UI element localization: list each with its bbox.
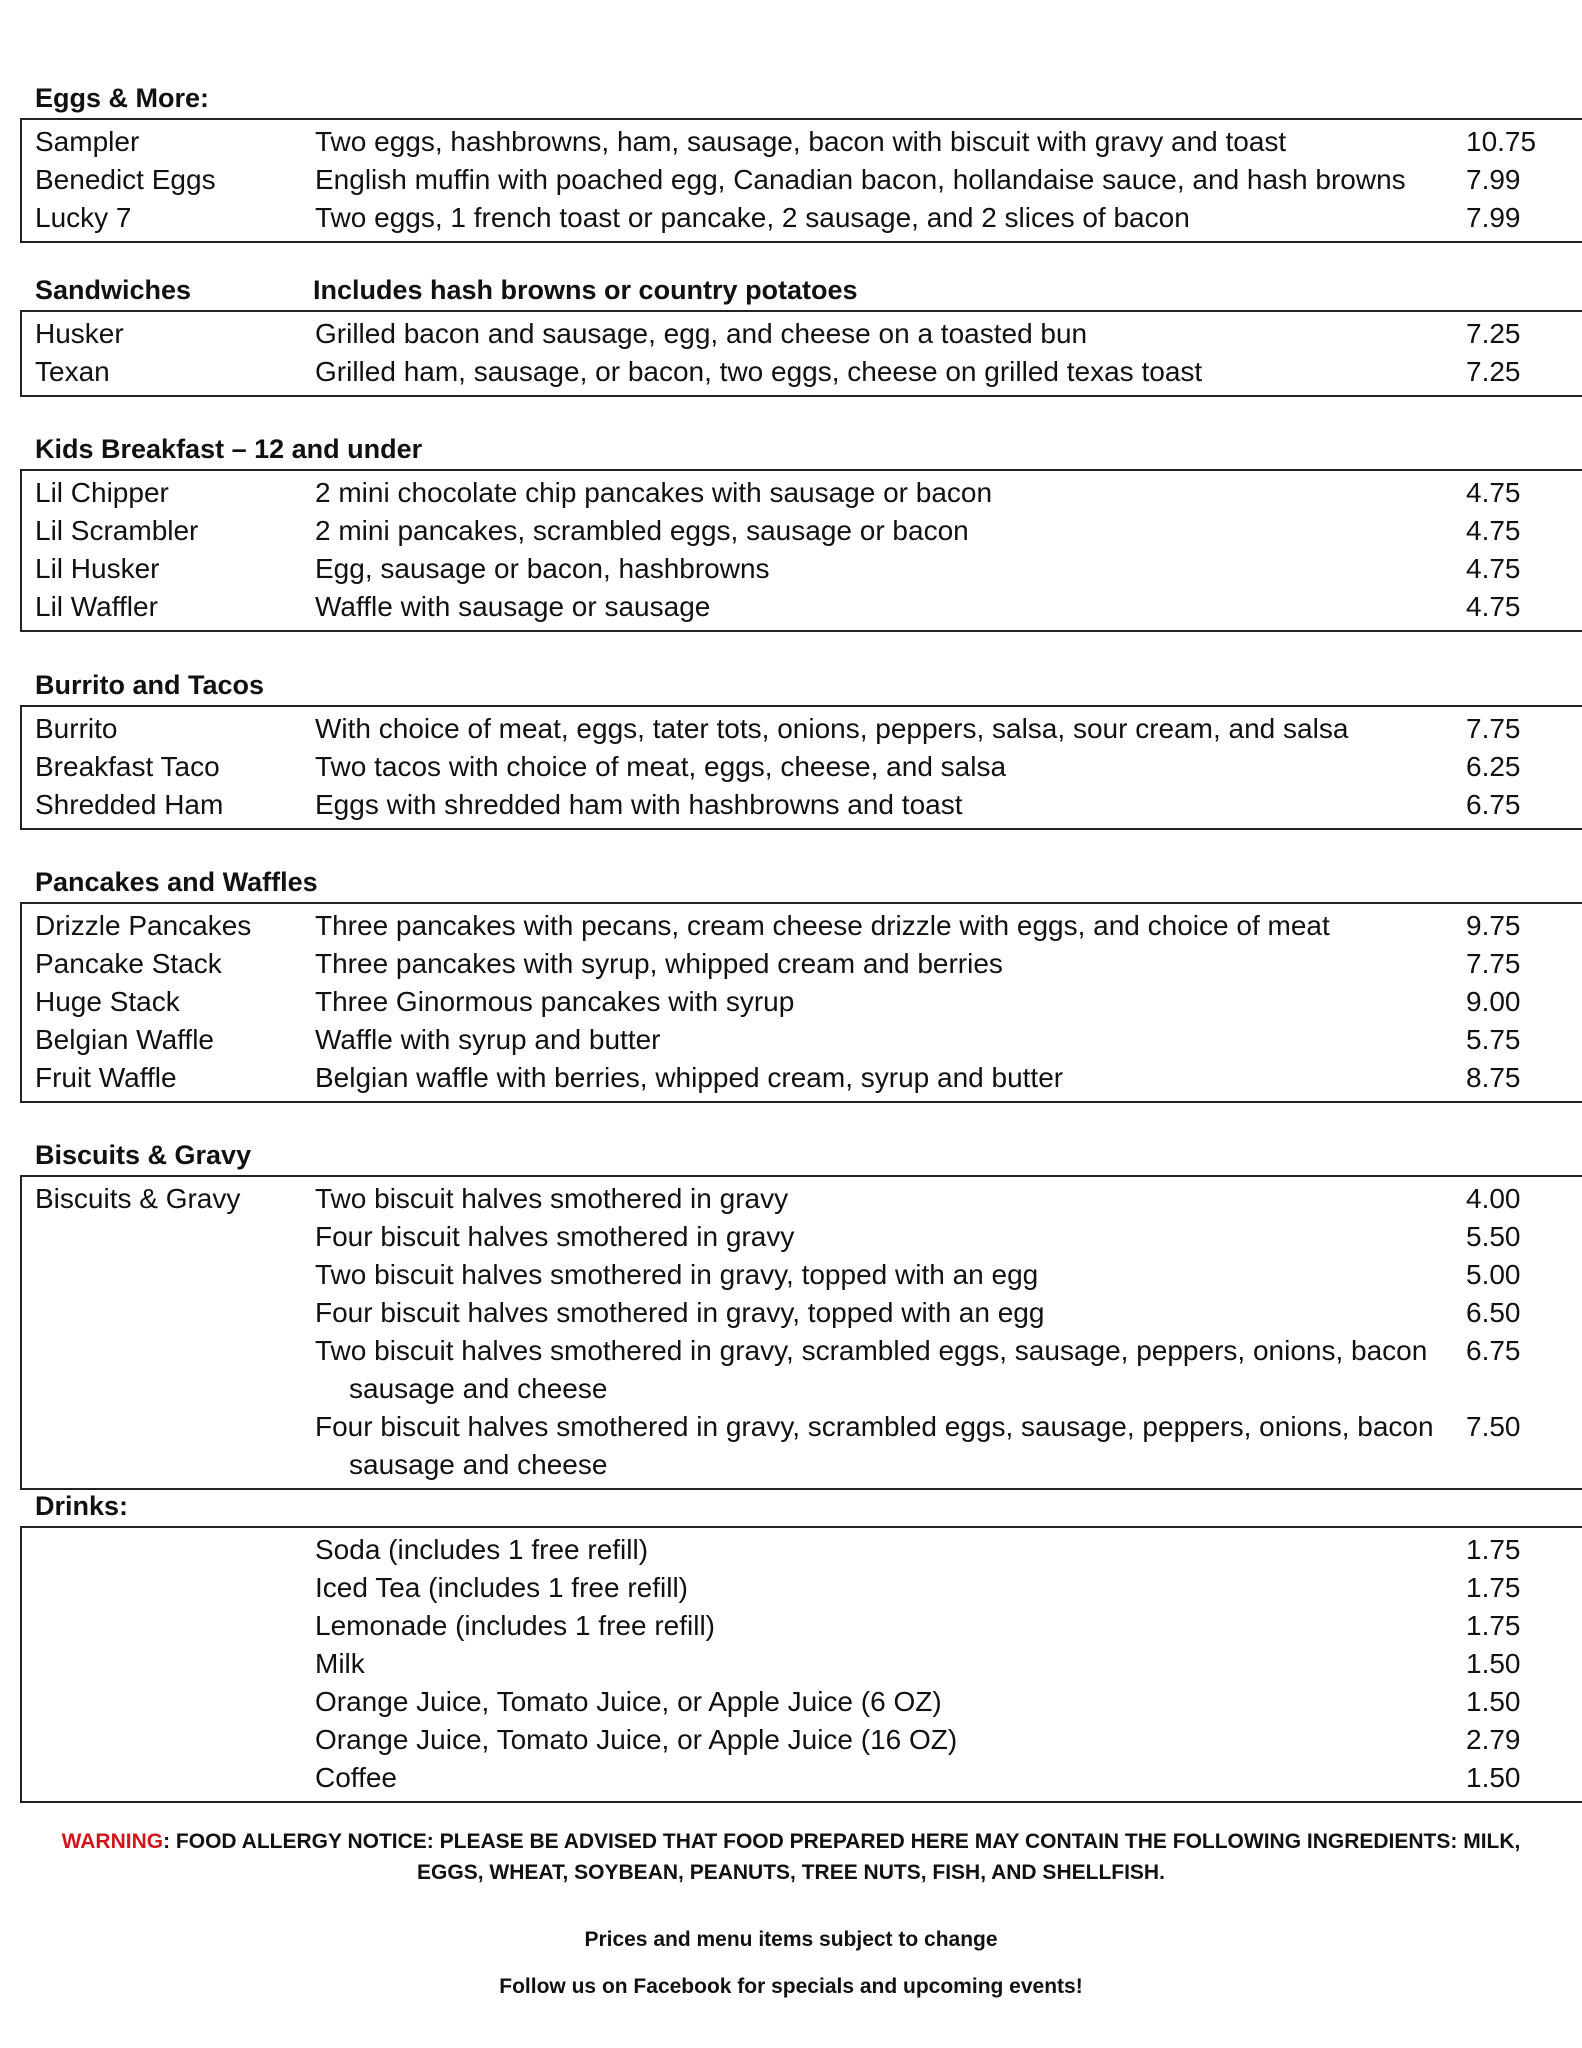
- menu-item: [22, 315, 1582, 353]
- item-name: Lil Husker: [35, 553, 160, 584]
- menu-item: [22, 1759, 1582, 1797]
- item-description: Waffle with sausage or sausage: [315, 591, 711, 622]
- item-description: Belgian waffle with berries, whipped cream, syrup and butter: [315, 1062, 1064, 1093]
- menu-section: [0, 1486, 1582, 1803]
- item-name: Biscuits & Gravy: [35, 1183, 241, 1214]
- menu-item: [22, 1332, 1582, 1408]
- section-items: [20, 902, 1582, 1103]
- section-note: Includes hash browns or country potatoes: [313, 275, 858, 305]
- item-price: 6.75: [1466, 789, 1521, 820]
- item-description: Three pancakes with pecans, cream cheese drizzle with eggs, and choice of meat: [315, 910, 1330, 941]
- item-description: Four biscuit halves smothered in gravy, scrambled eggs, sausage, peppers, onions, bacon sausage and cheese: [315, 1411, 1434, 1480]
- item-price: 5.75: [1466, 1024, 1521, 1055]
- section-heading: [0, 862, 1582, 902]
- item-description: Grilled bacon and sausage, egg, and cheese on a toasted bun: [315, 318, 1088, 349]
- menu-item: [22, 474, 1582, 512]
- item-price: 4.75: [1466, 515, 1521, 546]
- item-price: 5.50: [1466, 1221, 1521, 1252]
- menu-item: [22, 1607, 1582, 1645]
- item-name: Lil Scrambler: [35, 515, 199, 546]
- item-description: Three pancakes with syrup, whipped cream and berries: [315, 948, 1003, 979]
- item-price: 7.75: [1466, 713, 1521, 744]
- section-title: Kids Breakfast – 12 and under: [35, 434, 423, 464]
- item-description: 2 mini pancakes, scrambled eggs, sausage or bacon: [315, 515, 969, 546]
- section-items: [20, 118, 1582, 243]
- item-description: Milk: [315, 1648, 365, 1679]
- section-heading: [0, 270, 1582, 310]
- item-name: Husker: [35, 318, 124, 349]
- menu-item: [22, 786, 1582, 824]
- section-title: Sandwiches: [35, 275, 192, 305]
- warning-text: : FOOD ALLERGY NOTICE: PLEASE BE ADVISED THAT FOOD PREPARED HERE MAY CONTAIN THE FOLLOWING INGREDIENTS: MILK, EGGS, WHEAT, SOYBEAN, PEANUTS, TREE NUTS, FISH, AND SHELLFISH.: [163, 1830, 1521, 1884]
- menu-item: [22, 710, 1582, 748]
- menu-item: [22, 1180, 1582, 1218]
- item-description: Four biscuit halves smothered in gravy, topped with an egg: [315, 1297, 1045, 1328]
- menu-section: [0, 862, 1582, 1103]
- item-description: Orange Juice, Tomato Juice, or Apple Juice (16 OZ): [315, 1724, 958, 1755]
- item-name: Pancake Stack: [35, 948, 222, 979]
- menu-item: [22, 748, 1582, 786]
- menu-item: [22, 1408, 1582, 1484]
- item-price: 7.25: [1466, 318, 1521, 349]
- item-description: Two tacos with choice of meat, eggs, cheese, and salsa: [315, 751, 1007, 782]
- section-heading: [0, 665, 1582, 705]
- item-description: Waffle with syrup and butter: [315, 1024, 661, 1055]
- item-price: 5.00: [1466, 1259, 1521, 1290]
- section-items: [20, 1175, 1582, 1490]
- item-price: 8.75: [1466, 1062, 1521, 1093]
- item-description: Coffee: [315, 1762, 397, 1793]
- menu-item: [22, 1645, 1582, 1683]
- item-name: Breakfast Taco: [35, 751, 220, 782]
- menu-item: [22, 1721, 1582, 1759]
- menu-item: [22, 588, 1582, 626]
- item-name: Burrito: [35, 713, 118, 744]
- menu-item: [22, 353, 1582, 391]
- allergy-warning: [40, 1826, 1542, 1888]
- item-price: 7.99: [1466, 164, 1521, 195]
- section-items: [20, 310, 1582, 397]
- item-description: Two biscuit halves smothered in gravy, scrambled eggs, sausage, peppers, onions, bacon sausage and cheese: [315, 1335, 1428, 1404]
- menu-item: [22, 1218, 1582, 1256]
- item-name: Texan: [35, 356, 110, 387]
- item-price: 10.75: [1466, 126, 1537, 157]
- menu-item: [22, 123, 1582, 161]
- section-title: Biscuits & Gravy: [35, 1140, 252, 1170]
- section-title: Eggs & More:: [35, 83, 210, 113]
- item-price: 9.00: [1466, 986, 1521, 1017]
- item-price: 6.50: [1466, 1297, 1521, 1328]
- item-description: 2 mini chocolate chip pancakes with sausage or bacon: [315, 477, 993, 508]
- section-heading: [0, 1486, 1582, 1526]
- menu-item: [22, 1294, 1582, 1332]
- item-price: 6.25: [1466, 751, 1521, 782]
- menu-item: [22, 945, 1582, 983]
- section-title: Pancakes and Waffles: [35, 867, 318, 897]
- item-description: With choice of meat, eggs, tater tots, onions, peppers, salsa, sour cream, and salsa: [315, 713, 1349, 744]
- item-name: Sampler: [35, 126, 140, 157]
- menu-item: [22, 550, 1582, 588]
- menu-section: [0, 270, 1582, 397]
- item-price: 4.00: [1466, 1183, 1521, 1214]
- item-name: Drizzle Pancakes: [35, 910, 252, 941]
- menu-item: [22, 1256, 1582, 1294]
- menu-item: [22, 512, 1582, 550]
- menu-item: [22, 1569, 1582, 1607]
- item-price: 9.75: [1466, 910, 1521, 941]
- item-price: 1.50: [1466, 1762, 1521, 1793]
- menu-item: [22, 1683, 1582, 1721]
- menu-item: [22, 1021, 1582, 1059]
- item-name: Huge Stack: [35, 986, 180, 1017]
- menu-item: [22, 1531, 1582, 1569]
- item-description: Iced Tea (includes 1 free refill): [315, 1572, 688, 1603]
- prices-note: Prices and menu items subject to change: [584, 1928, 998, 1951]
- menu-item: [22, 907, 1582, 945]
- item-price: 6.75: [1466, 1335, 1521, 1366]
- item-name: Fruit Waffle: [35, 1062, 177, 1093]
- facebook-note: Follow us on Facebook for specials and upcoming events!: [499, 1975, 1083, 1998]
- section-title: Burrito and Tacos: [35, 670, 265, 700]
- item-description: Two biscuit halves smothered in gravy: [315, 1183, 789, 1214]
- item-price: 1.75: [1466, 1572, 1521, 1603]
- menu-item: [22, 983, 1582, 1021]
- item-name: Shredded Ham: [35, 789, 224, 820]
- item-description: Soda (includes 1 free refill): [315, 1534, 649, 1565]
- item-name: Benedict Eggs: [35, 164, 216, 195]
- section-heading: [0, 1135, 1582, 1175]
- item-price: 4.75: [1466, 591, 1521, 622]
- section-title: Drinks:: [35, 1491, 129, 1521]
- item-price: 1.50: [1466, 1686, 1521, 1717]
- section-items: [20, 469, 1582, 632]
- item-price: 1.75: [1466, 1534, 1521, 1565]
- menu-section: [0, 429, 1582, 632]
- item-description: Three Ginormous pancakes with syrup: [315, 986, 795, 1017]
- item-price: 7.50: [1466, 1411, 1521, 1442]
- item-price: 2.79: [1466, 1724, 1521, 1755]
- menu-section: [0, 665, 1582, 830]
- item-name: Lil Chipper: [35, 477, 169, 508]
- item-description: Two eggs, hashbrowns, ham, sausage, bacon with biscuit with gravy and toast: [315, 126, 1287, 157]
- warning-label: WARNING: [61, 1830, 164, 1853]
- item-price: 4.75: [1466, 477, 1521, 508]
- menu-item: [22, 1059, 1582, 1097]
- item-price: 7.25: [1466, 356, 1521, 387]
- menu-item: [22, 199, 1582, 237]
- item-price: 1.50: [1466, 1648, 1521, 1679]
- menu-item: [22, 161, 1582, 199]
- item-price: 1.75: [1466, 1610, 1521, 1641]
- section-heading: [0, 78, 1582, 118]
- menu-section: [0, 78, 1582, 243]
- item-description: Eggs with shredded ham with hashbrowns and toast: [315, 789, 963, 820]
- section-heading: [0, 429, 1582, 469]
- item-description: Two eggs, 1 french toast or pancake, 2 sausage, and 2 slices of bacon: [315, 202, 1190, 233]
- item-description: Two biscuit halves smothered in gravy, topped with an egg: [315, 1259, 1039, 1290]
- item-name: Belgian Waffle: [35, 1024, 214, 1055]
- item-name: Lucky 7: [35, 202, 132, 233]
- item-description: Lemonade (includes 1 free refill): [315, 1610, 715, 1641]
- item-description: Egg, sausage or bacon, hashbrowns: [315, 553, 770, 584]
- section-items: [20, 1526, 1582, 1803]
- section-items: [20, 705, 1582, 830]
- item-description: Four biscuit halves smothered in gravy: [315, 1221, 795, 1252]
- item-description: Grilled ham, sausage, or bacon, two eggs, cheese on grilled texas toast: [315, 356, 1203, 387]
- menu-section: [0, 1135, 1582, 1490]
- item-price: 7.99: [1466, 202, 1521, 233]
- item-description: English muffin with poached egg, Canadian bacon, hollandaise sauce, and hash browns: [315, 164, 1406, 195]
- item-description: Orange Juice, Tomato Juice, or Apple Juice (6 OZ): [315, 1686, 942, 1717]
- item-price: 4.75: [1466, 553, 1521, 584]
- item-name: Lil Waffler: [35, 591, 158, 622]
- item-price: 7.75: [1466, 948, 1521, 979]
